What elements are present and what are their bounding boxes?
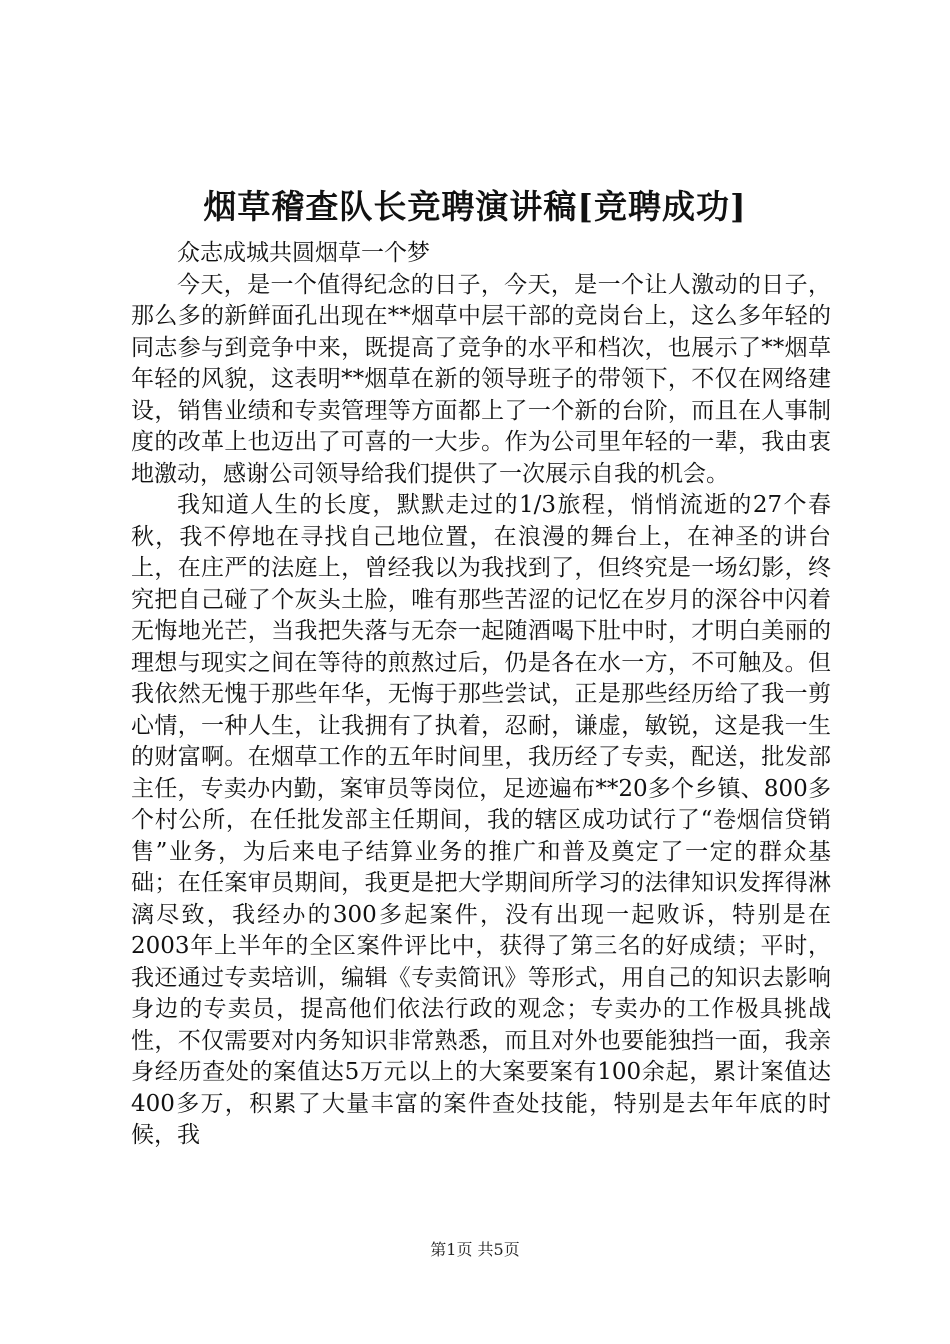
paragraph-subtitle: 众志成城共圆烟草一个梦	[177, 240, 430, 266]
document-body	[131, 238, 831, 1152]
paragraph: 今天，是一个值得纪念的日子，今天，是一个让人激动的日子，那么多的新鲜面孔出现在**烟草中层干部的竞岗台上，这么多年轻的同志参与到竞争中来，既提高了竞争的水平和档次，也展示了**烟草年轻的风貌，这表明**烟草在新的领导班子的带领下，不仅在网络建设，销售业绩和专卖管理等方面都上了一个新的台阶，而且在人事制度的改革上也迈出了可喜的一大步。作为公司里年轻的一辈，我由衷地激动，感谢公司领导给我们提供了一次展示自我的机会。	[131, 271, 831, 487]
document-title: 烟草稽查队长竞聘演讲稿[竞聘成功]	[203, 187, 747, 226]
page-number-footer: 第1页 共5页	[430, 1240, 520, 1259]
paragraph: 我知道人生的长度，默默走过的1/3旅程，悄悄流逝的27个春秋，我不停地在寻找自己地位置，在浪漫的舞台上，在神圣的讲台上，在庄严的法庭上，曾经我以为我找到了，但终究是一场幻影，终究把自己碰了个灰头土脸，唯有那些苦涩的记忆在岁月的深谷中闪着无悔地光芒，当我把失落与无奈一起随酒喝下肚中时，才明白美丽的理想与现实之间在等待的煎熬过后，仍是各在水一方，不可触及。但我依然无愧于那些年华，无悔于那些尝试，正是那些经历给了我一剪心情，一种人生，让我拥有了执着，忍耐，谦虚，敏锐，这是我一生的财富啊。在烟草工作的五年时间里，我历经了专卖，配送，批发部主任，专卖办内勤，案审员等岗位，足迹遍布**20多个乡镇、800多个村公所，在任批发部主任期间，我的辖区成功试行了“卷烟信贷销售”业务，为后来电子结算业务的推广和普及奠定了一定的群众基础；在任案审员期间，我更是把大学期间所学习的法律知识发挥得淋漓尽致，我经办的300多起案件，没有出现一起败诉，特别是在2003年上半年的全区案件评比中，获得了第三名的好成绩；平时，我还通过专卖培训，编辑《专卖简讯》等形式，用自己的知识去影响身边的专卖员，提高他们依法行政的观念；专卖办的工作极具挑战性，不仅需要对内务知识非常熟悉，而且对外也要能独挡一面，我亲身经历查处的案值达5万元以上的大案要案有100余起，累计案值达400多万，积累了大量丰富的案件查处技能，特别是去年年底的时候，我	[131, 492, 831, 1148]
